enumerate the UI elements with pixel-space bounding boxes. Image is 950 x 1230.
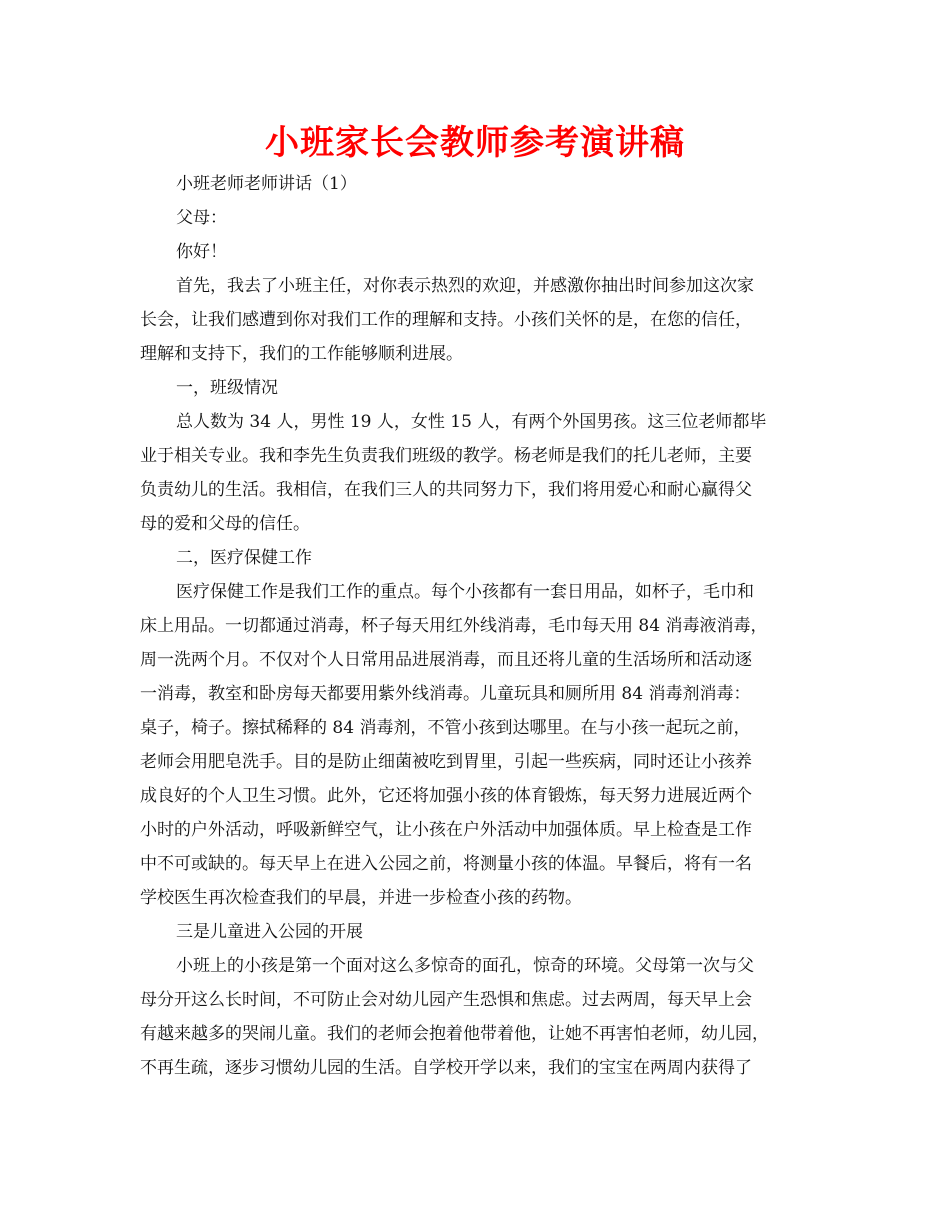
document-title: 小班家长会教师参考演讲稿 [265, 123, 685, 163]
text-line: 母分开这么长时间，不可防止会对幼儿园产生恐惧和焦虑。过去两周，每天早上会 [140, 990, 752, 1010]
text-line: 有越来越多的哭闹儿童。我们的老师会抱着他带着他，让她不再害怕老师，幼儿园， [140, 1024, 769, 1044]
text-line: 总人数为 34 人，男性 19 人，女性 15 人，有两个外国男孩。这三位老师都毕 [176, 412, 767, 432]
text-line: 一，班级情况 [176, 378, 278, 398]
text-line: 中不可或缺的。每天早上在进入公园之前，将测量小孩的体温。早餐后，将有一名 [140, 854, 752, 874]
text-line: 母的爱和父母的信任。 [140, 514, 310, 534]
text-line: 小时的户外活动，呼吸新鲜空气，让小孩在户外活动中加强体质。早上检查是工作 [140, 820, 752, 840]
text-line: 一消毒，教室和卧房每天都要用紫外线消毒。儿童玩具和厕所用 84 消毒剂消毒： [140, 684, 751, 704]
text-line: 周一洗两个月。不仅对个人日常用品进展消毒，而且还将儿童的生活场所和活动逐 [140, 650, 752, 670]
text-line: 小班上的小孩是第一个面对这么多惊奇的面孔，惊奇的环境。父母第一次与父 [176, 956, 754, 976]
text-line: 长会，让我们感遭到你对我们工作的理解和支持。小孩们关怀的是，在您的信任， [140, 310, 752, 330]
text-line: 父母： [176, 208, 227, 228]
text-line: 桌子，椅子。擦拭稀释的 84 消毒剂，不管小孩到达哪里。在与小孩一起玩之前， [140, 718, 751, 738]
text-line: 学校医生再次检查我们的早晨，并进一步检查小孩的药物。 [140, 888, 582, 908]
text-line: 二，医疗保健工作 [176, 548, 312, 568]
text-line: 三是儿童进入公园的开展 [176, 922, 363, 942]
text-line: 成良好的个人卫生习惯。此外，它还将加强小孩的体育锻炼，每天努力进展近两个 [140, 786, 752, 806]
text-line: 老师会用肥皂洗手。目的是防止细菌被吃到胃里，引起一些疾病，同时还让小孩养 [140, 752, 752, 772]
text-line: 负责幼儿的生活。我相信，在我们三人的共同努力下，我们将用爱心和耐心赢得父 [140, 480, 752, 500]
text-line: 首先，我去了小班主任，对你表示热烈的欢迎，并感激你抽出时间参加这次家 [176, 276, 754, 296]
document-body [140, 167, 820, 1085]
text-line: 床上用品。一切都通过消毒，杯子每天用红外线消毒，毛巾每天用 84 消毒液消毒， [140, 616, 768, 636]
text-line: 业于相关专业。我和李先生负责我们班级的教学。杨老师是我们的托儿老师，主要 [140, 446, 752, 466]
text-line: 理解和支持下，我们的工作能够顺利进展。 [140, 344, 463, 364]
text-line: 小班老师老师讲话（1） [176, 174, 357, 194]
text-line: 你好！ [176, 242, 227, 262]
text-line: 医疗保健工作是我们工作的重点。每个小孩都有一套日用品，如杯子，毛巾和 [176, 582, 754, 602]
text-line: 不再生疏，逐步习惯幼儿园的生活。自学校开学以来，我们的宝宝在两周内获得了 [140, 1058, 752, 1078]
